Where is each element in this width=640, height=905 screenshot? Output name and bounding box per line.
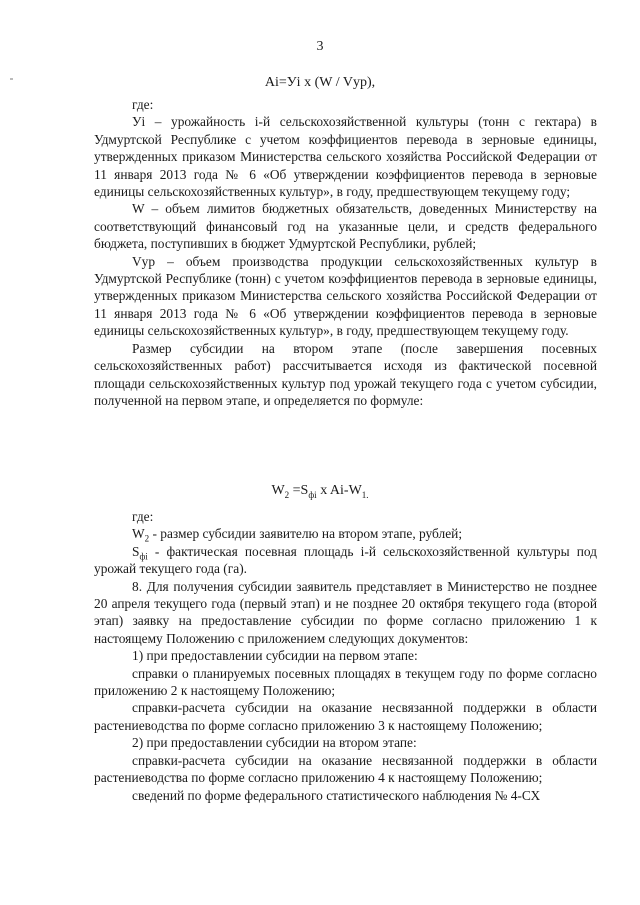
paragraph-w2-definition: $W_2$ - размер субсидии заявителю на втором этапе, рублей; (132, 526, 463, 545)
list-item-stat-form: сведений по форме федерального статистического наблюдения № 4-СХ (132, 787, 541, 803)
paragraph-item-8: 8. Для получения субсидии заявитель представляет в Министерство не позднее 20 апреля текущего года (первый этап) и не позднее 20 октября текущего года (второй этап) заявку на предоставление субсидии по форме согласно приложению 1 к настоящему Положению с приложением следующих документов: (94, 578, 597, 646)
where-label: где: (132, 97, 154, 112)
paragraph-yi-definition: Уi – урожайность i-й сельскохозяйственной культуры (тонн с гектара) в Удмуртской Республике с учетом коэффициентов перевода в зерновые единицы, утвержденных приказом Министерства сельского хозяйства Российской Федерации от 11 января 2013 года № 6 «Об утверждении коэффициентов перевода в зерновые единицы сельскохозяйственных культур», в году, предшествующем текущему году; (94, 114, 597, 200)
formula-ai: Ai=Уi x (W / Vур), (264, 75, 376, 90)
list-item-stage1: 1) при предоставлении субсидии на первом этапе: (132, 648, 418, 664)
page-number: 3 (316, 39, 324, 54)
text-block-1 (94, 96, 597, 409)
paragraph-stage2-size: Размер субсидии на втором этапе (после завершения посевных сельскохозяйственных работ) рассчитывается исходя из фактической посевной площади сельскохозяйственных культур под урожай текущего года с учетом субсидии, полученной на первом этапе, и определяется по формуле: (94, 340, 597, 408)
text-block-2 (94, 508, 597, 804)
list-item-calc-app3: справки-расчета субсидии на оказание несвязанной поддержки в области растениеводства по форме согласно приложению 3 к настоящему Положению; (94, 700, 597, 733)
list-item-stage2: 2) при предоставлении субсидии на втором этапе: (132, 735, 417, 751)
formula-w2: $W_2 =S_{фi}$ x $Ai-W_{1.}$ (271, 483, 369, 500)
paragraph-w-definition: W – объем лимитов бюджетных обязательств, доведенных Министерству на соответствующий финансовый год на указанные цели, и средств федерального бюджета, поступивших в бюджет Удмуртской Республики, рублей; (94, 201, 597, 252)
list-item-planned-areas: справки о планируемых посевных площадях в текущем году по форме согласно приложению 2 к настоящему Положению; (94, 665, 597, 699)
paragraph-vur-definition: Vур – объем производства продукции сельскохозяйственных культур в Удмуртской Республике (тонн) с учетом коэффициентов перевода в зерновые единицы, утвержденных приказом Министерства сельского хозяйства Российской Федерации от 11 января 2013 года № 6 «Об утверждении коэффициентов перевода в зерновые единицы сельскохозяйственных культур», в году, предшествующем текущему году. (94, 253, 597, 339)
list-item-calc-app4: справки-расчета субсидии на оказание несвязанной поддержки в области растениеводства по форме согласно приложению 4 к настоящему Положению; (94, 752, 597, 786)
paragraph-s-definition: $S_{фi}$ - фактическая посевная площадь i-й сельскохозяйственной культуры под урожай текущего года (га). (94, 543, 597, 577)
where-label-2: где: (132, 509, 154, 524)
